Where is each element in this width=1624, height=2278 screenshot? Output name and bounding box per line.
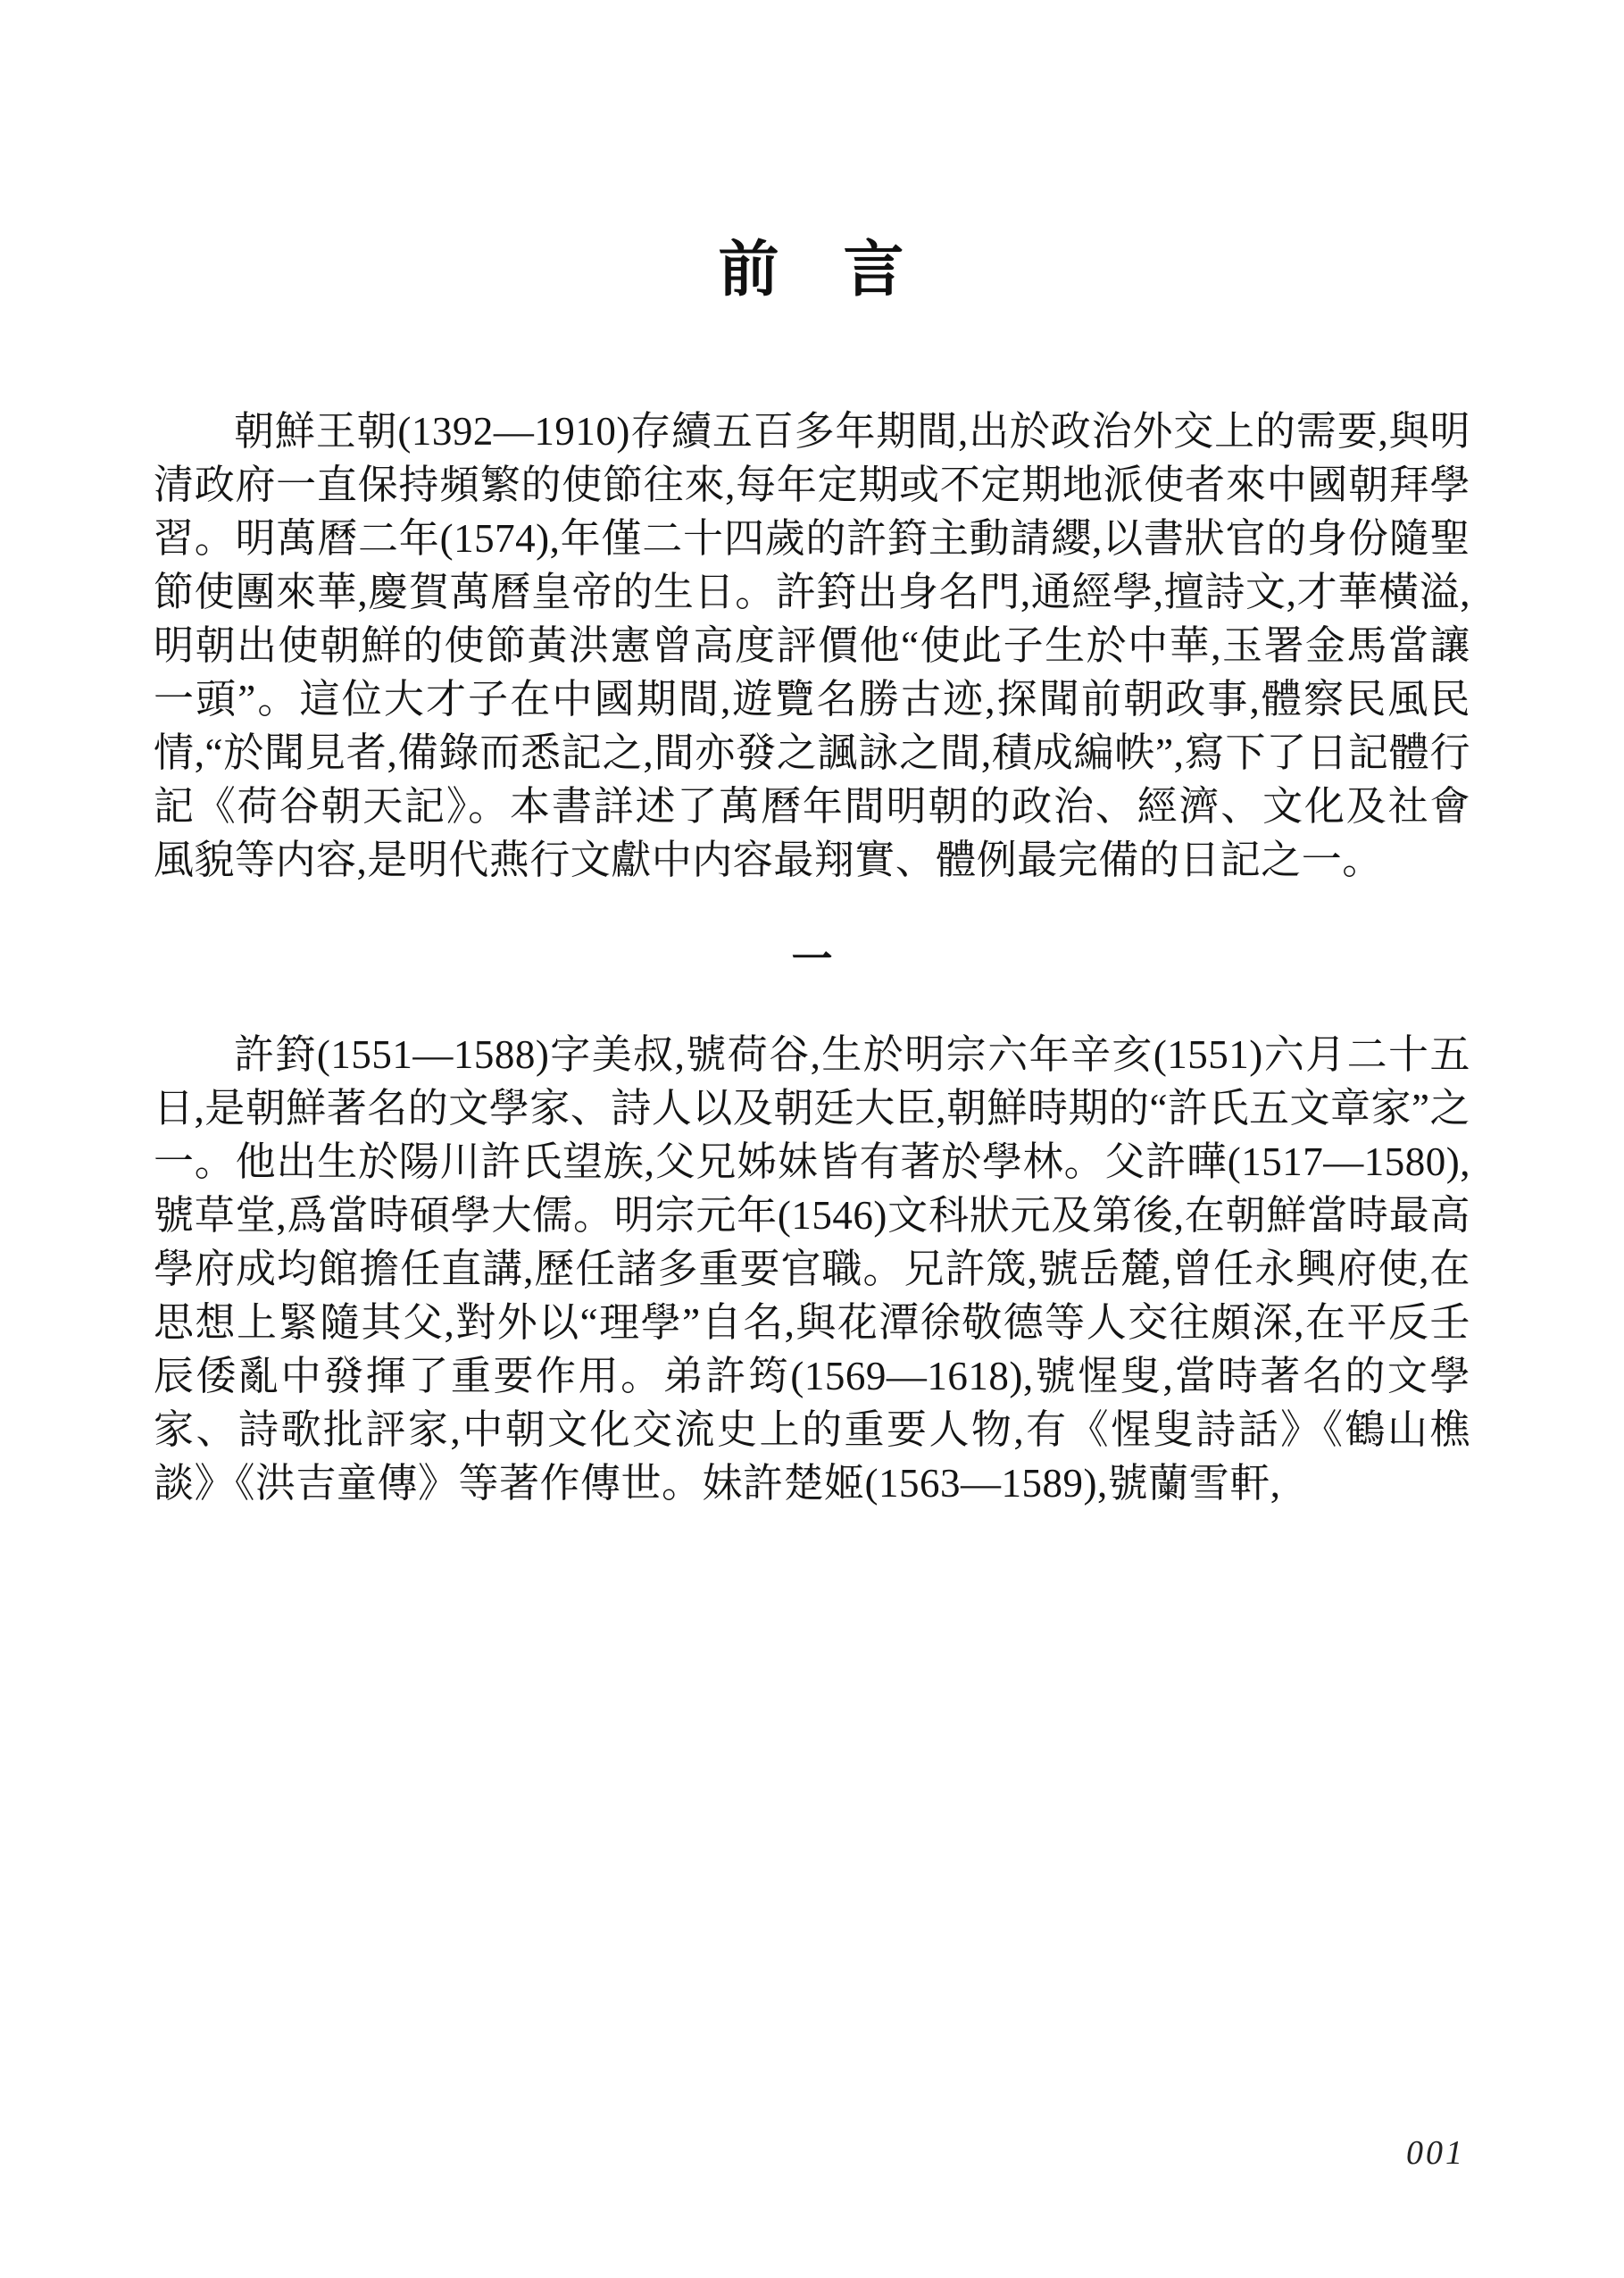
page-number: 001 — [1406, 2134, 1465, 2172]
preface-paragraph-2: 許篈(1551—1588)字美叔,號荷谷,生於明宗六年辛亥(1551)六月二十五日,是朝鮮著名的文學家、詩人以及朝廷大臣,朝鮮時期的“許氏五文章家”之一。他出生於陽川許氏望族,父兄姊妹皆有著於學林。父許曄(1517—1580),號草堂,爲當時碩學大儒。明宗元年(1546)文科狀元及第後,在朝鮮當時最高學府成均館擔任直講,歷任諸多重要官職。兄許筬,號岳麓,曾任永興府使,在思想上緊隨其父,對外以“理學”自名,與花潭徐敬德等人交往頗深,在平反壬辰倭亂中發揮了重要作用。弟許筠(1569—1618),號惺叟,當時著名的文學家、詩歌批評家,中朝文化交流史上的重要人物,有《惺叟詩話》《鶴山樵談》《洪吉童傳》等著作傳世。妹許楚姬(1563—1589),號蘭雪軒, — [154, 1032, 1470, 1506]
section-marker: 一 — [791, 937, 833, 982]
page-title: 前 言 — [718, 236, 906, 304]
preface-paragraph-1: 朝鮮王朝(1392—1910)存續五百多年期間,出於政治外交上的需要,與明清政府一直保持頻繁的使節往來,每年定期或不定期地派使者來中國朝拜學習。明萬曆二年(1574),年僅二十四歲的許篈主動請纓,以書狀官的身份隨聖節使團來華,慶賀萬曆皇帝的生日。許篈出身名門,通經學,擅詩文,才華橫溢,明朝出使朝鮮的使節黃洪憲曾高度評價他“使此子生於中華,玉署金馬當讓一頭”。這位大才子在中國期間,遊覽名勝古迹,探聞前朝政事,體察民風民情,“於聞見者,備錄而悉記之,間亦發之諷詠之間,積成編帙”,寫下了日記體行記《荷谷朝天記》。本書詳述了萬曆年間明朝的政治、經濟、文化及社會風貌等内容,是明代燕行文獻中内容最翔實、體例最完備的日記之一。 — [154, 409, 1470, 882]
